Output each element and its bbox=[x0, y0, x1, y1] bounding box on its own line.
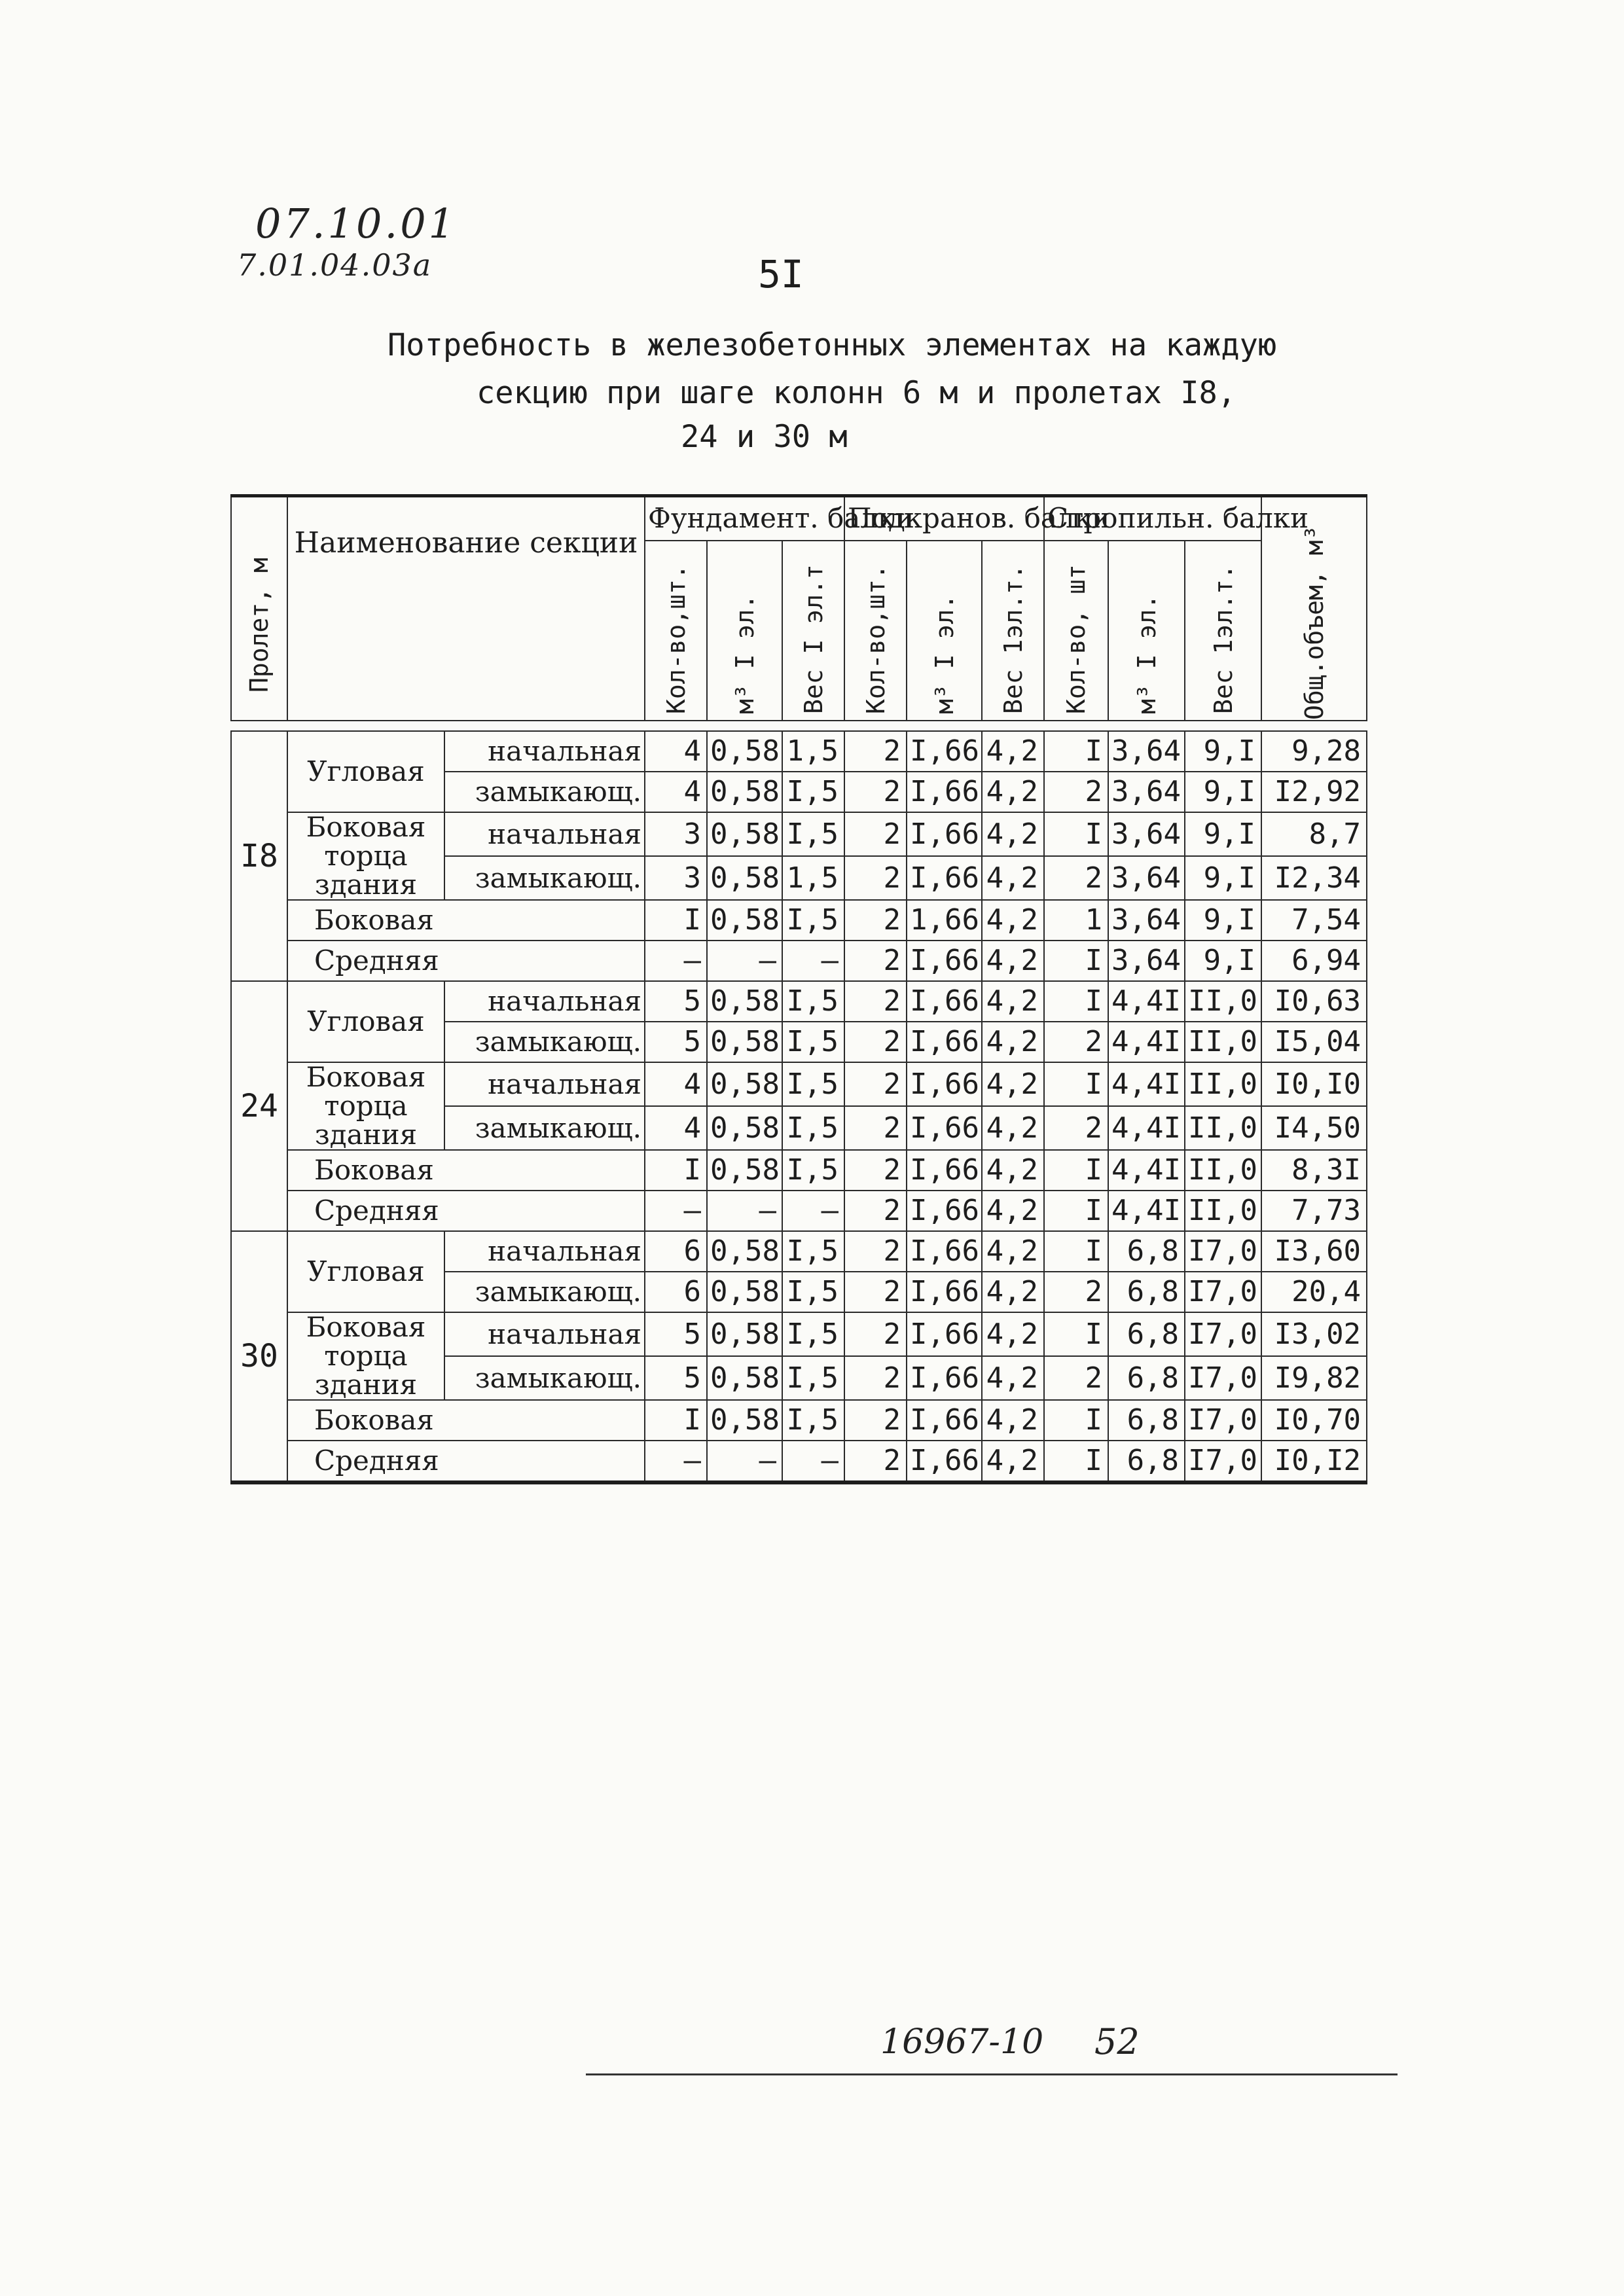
value-cell: 0,58 bbox=[707, 812, 782, 856]
value-cell: 2 bbox=[844, 856, 907, 900]
table-row bbox=[231, 1150, 1367, 1191]
value-cell: 1,5 bbox=[782, 856, 844, 900]
value-cell: 3 bbox=[645, 856, 707, 900]
value-cell: I,66 bbox=[907, 941, 982, 981]
value-cell: I,5 bbox=[782, 1400, 844, 1441]
value-cell: 4,2 bbox=[982, 1022, 1044, 1062]
value-cell: I,66 bbox=[907, 1191, 982, 1231]
table-row bbox=[231, 981, 1367, 1022]
value-cell: 4 bbox=[645, 1062, 707, 1106]
value-cell: 9,I bbox=[1185, 856, 1261, 900]
requirements-table bbox=[230, 494, 1367, 1484]
header-group-crane: Подкранов. балки bbox=[844, 496, 1044, 541]
value-cell: 4,2 bbox=[982, 1191, 1044, 1231]
page-number: 5I bbox=[758, 252, 804, 296]
value-cell: I bbox=[1044, 1150, 1108, 1191]
value-cell: 4 bbox=[645, 1106, 707, 1150]
value-cell: 9,I bbox=[1185, 812, 1261, 856]
section-name: Боковая торца здания bbox=[287, 1312, 444, 1400]
value-cell: 0,58 bbox=[707, 1356, 782, 1400]
value-cell: I5,04 bbox=[1261, 1022, 1367, 1062]
span-value: 24 bbox=[231, 981, 287, 1231]
value-cell: 3,64 bbox=[1108, 812, 1185, 856]
value-cell: I bbox=[1044, 1441, 1108, 1482]
value-cell: 20,4 bbox=[1261, 1272, 1367, 1312]
value-cell: 3 bbox=[645, 812, 707, 856]
value-cell: 2 bbox=[844, 812, 907, 856]
header-sub: м³ I эл. bbox=[1108, 541, 1185, 721]
value-cell: 0,58 bbox=[707, 981, 782, 1022]
value-cell: 2 bbox=[844, 1400, 907, 1441]
value-cell: 2 bbox=[1044, 1272, 1108, 1312]
value-cell: 6 bbox=[645, 1272, 707, 1312]
value-cell: 4,4I bbox=[1108, 1150, 1185, 1191]
value-cell: I,66 bbox=[907, 1356, 982, 1400]
section-subtype: замыкающ. bbox=[444, 856, 645, 900]
section-name: Средняя bbox=[287, 1441, 645, 1482]
value-cell: I bbox=[645, 1150, 707, 1191]
value-cell: – bbox=[707, 941, 782, 981]
section-subtype: начальная bbox=[444, 981, 645, 1022]
value-cell: I,5 bbox=[782, 900, 844, 941]
value-cell: 3,64 bbox=[1108, 856, 1185, 900]
value-cell: I,5 bbox=[782, 1150, 844, 1191]
value-cell: I,5 bbox=[782, 1312, 844, 1356]
value-cell: I bbox=[1044, 812, 1108, 856]
value-cell: 4,2 bbox=[982, 1062, 1044, 1106]
section-subtype: замыкающ. bbox=[444, 1022, 645, 1062]
value-cell: I,66 bbox=[907, 772, 982, 812]
value-cell: 2 bbox=[844, 1312, 907, 1356]
value-cell: II,0 bbox=[1185, 1062, 1261, 1106]
value-cell: 4,2 bbox=[982, 1400, 1044, 1441]
value-cell: 0,58 bbox=[707, 856, 782, 900]
value-cell: 0,58 bbox=[707, 1150, 782, 1191]
value-cell: I2,34 bbox=[1261, 856, 1367, 900]
header-group-foundation: Фундамент. балки bbox=[645, 496, 844, 541]
value-cell: 1,66 bbox=[907, 900, 982, 941]
value-cell: 4,2 bbox=[982, 1150, 1044, 1191]
table-row bbox=[231, 812, 1367, 856]
document-code-secondary: 7.01.04.03a bbox=[237, 247, 433, 283]
value-cell: 2 bbox=[844, 772, 907, 812]
value-cell: – bbox=[645, 1441, 707, 1482]
footer-divider bbox=[586, 2073, 1398, 2075]
value-cell: II,0 bbox=[1185, 1022, 1261, 1062]
value-cell: 9,28 bbox=[1261, 731, 1367, 772]
section-subtype: замыкающ. bbox=[444, 1272, 645, 1312]
section-name: Боковая bbox=[287, 1400, 645, 1441]
value-cell: I bbox=[645, 900, 707, 941]
value-cell: 4,4I bbox=[1108, 1106, 1185, 1150]
value-cell: 6 bbox=[645, 1231, 707, 1272]
value-cell: 2 bbox=[1044, 1106, 1108, 1150]
value-cell: 5 bbox=[645, 981, 707, 1022]
value-cell: 2 bbox=[1044, 1356, 1108, 1400]
value-cell: I3,02 bbox=[1261, 1312, 1367, 1356]
header-gap bbox=[231, 721, 1367, 731]
value-cell: I,66 bbox=[907, 1312, 982, 1356]
value-cell: – bbox=[782, 1191, 844, 1231]
value-cell: 2 bbox=[844, 1022, 907, 1062]
header-sub: Вес 1эл.т. bbox=[1185, 541, 1261, 721]
document-code-primary: 07.10.01 bbox=[255, 200, 458, 247]
value-cell: I,5 bbox=[782, 772, 844, 812]
value-cell: I0,I0 bbox=[1261, 1062, 1367, 1106]
value-cell: I7,0 bbox=[1185, 1272, 1261, 1312]
value-cell: 4,2 bbox=[982, 812, 1044, 856]
value-cell: 0,58 bbox=[707, 1022, 782, 1062]
value-cell: I bbox=[1044, 1312, 1108, 1356]
value-cell: I,5 bbox=[782, 1062, 844, 1106]
section-name: Боковая торца здания bbox=[287, 1062, 444, 1150]
value-cell: 9,I bbox=[1185, 900, 1261, 941]
value-cell: 1 bbox=[1044, 900, 1108, 941]
value-cell: I,5 bbox=[782, 981, 844, 1022]
value-cell: I0,63 bbox=[1261, 981, 1367, 1022]
value-cell: 8,3I bbox=[1261, 1150, 1367, 1191]
value-cell: I,66 bbox=[907, 1022, 982, 1062]
table-row bbox=[231, 731, 1367, 772]
value-cell: – bbox=[707, 1191, 782, 1231]
value-cell: 4,4I bbox=[1108, 1191, 1185, 1231]
value-cell: 2 bbox=[844, 731, 907, 772]
value-cell: II,0 bbox=[1185, 1106, 1261, 1150]
value-cell: 4,2 bbox=[982, 856, 1044, 900]
value-cell: – bbox=[645, 941, 707, 981]
table-title-line-3: 24 и 30 м bbox=[681, 419, 848, 455]
value-cell: I,66 bbox=[907, 981, 982, 1022]
table-row bbox=[231, 1441, 1367, 1482]
header-group-rafter: Стропильн. балки bbox=[1044, 496, 1261, 541]
value-cell: I9,82 bbox=[1261, 1356, 1367, 1400]
value-cell: 4,2 bbox=[982, 1272, 1044, 1312]
value-cell: 2 bbox=[844, 941, 907, 981]
header-span: Пролет, м bbox=[231, 496, 287, 721]
header-sub: Вес I эл.т bbox=[782, 541, 844, 721]
value-cell: 2 bbox=[1044, 856, 1108, 900]
value-cell: 3,64 bbox=[1108, 731, 1185, 772]
value-cell: 4,2 bbox=[982, 941, 1044, 981]
value-cell: I,5 bbox=[782, 812, 844, 856]
value-cell: 4,2 bbox=[982, 772, 1044, 812]
value-cell: I bbox=[1044, 731, 1108, 772]
value-cell: 0,58 bbox=[707, 1106, 782, 1150]
section-name: Боковая bbox=[287, 900, 645, 941]
value-cell: I bbox=[1044, 1191, 1108, 1231]
table-row bbox=[231, 1400, 1367, 1441]
section-subtype: начальная bbox=[444, 1312, 645, 1356]
value-cell: I,66 bbox=[907, 856, 982, 900]
table-row bbox=[231, 941, 1367, 981]
value-cell: 2 bbox=[844, 981, 907, 1022]
value-cell: 6,8 bbox=[1108, 1400, 1185, 1441]
value-cell: 2 bbox=[844, 900, 907, 941]
section-subtype: начальная bbox=[444, 1062, 645, 1106]
section-subtype: начальная bbox=[444, 812, 645, 856]
value-cell: I0,I2 bbox=[1261, 1441, 1367, 1482]
value-cell: 3,64 bbox=[1108, 900, 1185, 941]
span-value: 30 bbox=[231, 1231, 287, 1482]
value-cell: 2 bbox=[844, 1150, 907, 1191]
value-cell: I0,70 bbox=[1261, 1400, 1367, 1441]
value-cell: – bbox=[707, 1441, 782, 1482]
section-subtype: замыкающ. bbox=[444, 1106, 645, 1150]
value-cell: I,66 bbox=[907, 1231, 982, 1272]
section-name: Средняя bbox=[287, 1191, 645, 1231]
value-cell: I7,0 bbox=[1185, 1231, 1261, 1272]
value-cell: 2 bbox=[844, 1106, 907, 1150]
value-cell: 4,2 bbox=[982, 1312, 1044, 1356]
table-row bbox=[231, 1231, 1367, 1272]
value-cell: 4 bbox=[645, 772, 707, 812]
value-cell: 6,8 bbox=[1108, 1272, 1185, 1312]
value-cell: 3,64 bbox=[1108, 772, 1185, 812]
value-cell: I,66 bbox=[907, 812, 982, 856]
value-cell: 4,2 bbox=[982, 731, 1044, 772]
section-name: Боковая торца здания bbox=[287, 812, 444, 900]
value-cell: 5 bbox=[645, 1312, 707, 1356]
span-value: I8 bbox=[231, 731, 287, 981]
value-cell: 0,58 bbox=[707, 772, 782, 812]
table-title-line-2: секцию при шаге колонн 6 м и пролетах I8, bbox=[477, 375, 1236, 411]
header-sub: м³ I эл. bbox=[707, 541, 782, 721]
value-cell: 6,94 bbox=[1261, 941, 1367, 981]
value-cell: 6,8 bbox=[1108, 1356, 1185, 1400]
header-section-name: Наименование секции bbox=[287, 496, 645, 721]
value-cell: I,5 bbox=[782, 1356, 844, 1400]
value-cell: I,66 bbox=[907, 1150, 982, 1191]
value-cell: I7,0 bbox=[1185, 1400, 1261, 1441]
value-cell: I bbox=[1044, 1062, 1108, 1106]
value-cell: 2 bbox=[844, 1441, 907, 1482]
value-cell: 2 bbox=[1044, 772, 1108, 812]
value-cell: 0,58 bbox=[707, 1231, 782, 1272]
header-sub: Кол-во, шт bbox=[1044, 541, 1108, 721]
value-cell: I bbox=[1044, 941, 1108, 981]
value-cell: I,66 bbox=[907, 1400, 982, 1441]
header-row-groups bbox=[231, 496, 1367, 541]
value-cell: I4,50 bbox=[1261, 1106, 1367, 1150]
value-cell: I7,0 bbox=[1185, 1312, 1261, 1356]
table-row bbox=[231, 900, 1367, 941]
section-name: Боковая bbox=[287, 1150, 645, 1191]
value-cell: 4 bbox=[645, 731, 707, 772]
value-cell: II,0 bbox=[1185, 981, 1261, 1022]
value-cell: 6,8 bbox=[1108, 1231, 1185, 1272]
table-row bbox=[231, 1191, 1367, 1231]
value-cell: 4,2 bbox=[982, 981, 1044, 1022]
value-cell: I7,0 bbox=[1185, 1356, 1261, 1400]
value-cell: 2 bbox=[844, 1356, 907, 1400]
value-cell: – bbox=[645, 1191, 707, 1231]
value-cell: 2 bbox=[844, 1231, 907, 1272]
value-cell: 7,54 bbox=[1261, 900, 1367, 941]
value-cell: 0,58 bbox=[707, 900, 782, 941]
table-body bbox=[231, 731, 1367, 1482]
value-cell: 5 bbox=[645, 1356, 707, 1400]
value-cell: II,0 bbox=[1185, 1191, 1261, 1231]
value-cell: 3,64 bbox=[1108, 941, 1185, 981]
value-cell: I bbox=[1044, 1400, 1108, 1441]
header-total-volume: Общ.объем, м³ bbox=[1261, 496, 1367, 721]
section-name: Угловая bbox=[287, 981, 444, 1062]
value-cell: I,5 bbox=[782, 1106, 844, 1150]
section-name: Угловая bbox=[287, 1231, 444, 1312]
value-cell: 0,58 bbox=[707, 1062, 782, 1106]
value-cell: 6,8 bbox=[1108, 1312, 1185, 1356]
value-cell: 4,2 bbox=[982, 1106, 1044, 1150]
value-cell: I,66 bbox=[907, 1106, 982, 1150]
value-cell: 9,I bbox=[1185, 731, 1261, 772]
value-cell: 4,2 bbox=[982, 1441, 1044, 1482]
value-cell: 2 bbox=[844, 1272, 907, 1312]
section-subtype: замыкающ. bbox=[444, 1356, 645, 1400]
value-cell: I,66 bbox=[907, 731, 982, 772]
value-cell: I,66 bbox=[907, 1272, 982, 1312]
table-title-line-1: Потребность в железобетонных элементах на каждую bbox=[388, 327, 1277, 363]
value-cell: 8,7 bbox=[1261, 812, 1367, 856]
value-cell: 0,58 bbox=[707, 731, 782, 772]
value-cell: I,5 bbox=[782, 1022, 844, 1062]
section-name: Угловая bbox=[287, 731, 444, 812]
section-subtype: начальная bbox=[444, 1231, 645, 1272]
header-sub: Кол-во,шт. bbox=[844, 541, 907, 721]
value-cell: 6,8 bbox=[1108, 1441, 1185, 1482]
value-cell: 1,5 bbox=[782, 731, 844, 772]
value-cell: 2 bbox=[844, 1062, 907, 1106]
value-cell: I,5 bbox=[782, 1272, 844, 1312]
header-sub: Кол-во,шт. bbox=[645, 541, 707, 721]
value-cell: 4,2 bbox=[982, 900, 1044, 941]
value-cell: 4,4I bbox=[1108, 1022, 1185, 1062]
value-cell: – bbox=[782, 1441, 844, 1482]
value-cell: 4,2 bbox=[982, 1231, 1044, 1272]
value-cell: – bbox=[782, 941, 844, 981]
value-cell: 4,4I bbox=[1108, 1062, 1185, 1106]
value-cell: 0,58 bbox=[707, 1312, 782, 1356]
value-cell: 2 bbox=[844, 1191, 907, 1231]
value-cell: I2,92 bbox=[1261, 772, 1367, 812]
value-cell: I,66 bbox=[907, 1441, 982, 1482]
value-cell: I bbox=[1044, 981, 1108, 1022]
value-cell: 7,73 bbox=[1261, 1191, 1367, 1231]
value-cell: II,0 bbox=[1185, 1150, 1261, 1191]
value-cell: 4,4I bbox=[1108, 981, 1185, 1022]
value-cell: 5 bbox=[645, 1022, 707, 1062]
value-cell: I,5 bbox=[782, 1231, 844, 1272]
value-cell: 2 bbox=[1044, 1022, 1108, 1062]
section-subtype: замыкающ. bbox=[444, 772, 645, 812]
table-row bbox=[231, 1312, 1367, 1356]
value-cell: 9,I bbox=[1185, 772, 1261, 812]
value-cell: 0,58 bbox=[707, 1272, 782, 1312]
footer-document-number: 16967-10 bbox=[880, 2022, 1044, 2062]
footer-sheet-number: 52 bbox=[1094, 2021, 1140, 2062]
header-sub: Вес 1эл.т. bbox=[982, 541, 1044, 721]
table-row bbox=[231, 1062, 1367, 1106]
value-cell: I bbox=[645, 1400, 707, 1441]
value-cell: 0,58 bbox=[707, 1400, 782, 1441]
value-cell: I7,0 bbox=[1185, 1441, 1261, 1482]
value-cell: I bbox=[1044, 1231, 1108, 1272]
section-name: Средняя bbox=[287, 941, 645, 981]
value-cell: 9,I bbox=[1185, 941, 1261, 981]
value-cell: I,66 bbox=[907, 1062, 982, 1106]
section-subtype: начальная bbox=[444, 731, 645, 772]
header-sub: м³ I эл. bbox=[907, 541, 982, 721]
value-cell: 4,2 bbox=[982, 1356, 1044, 1400]
value-cell: I3,60 bbox=[1261, 1231, 1367, 1272]
